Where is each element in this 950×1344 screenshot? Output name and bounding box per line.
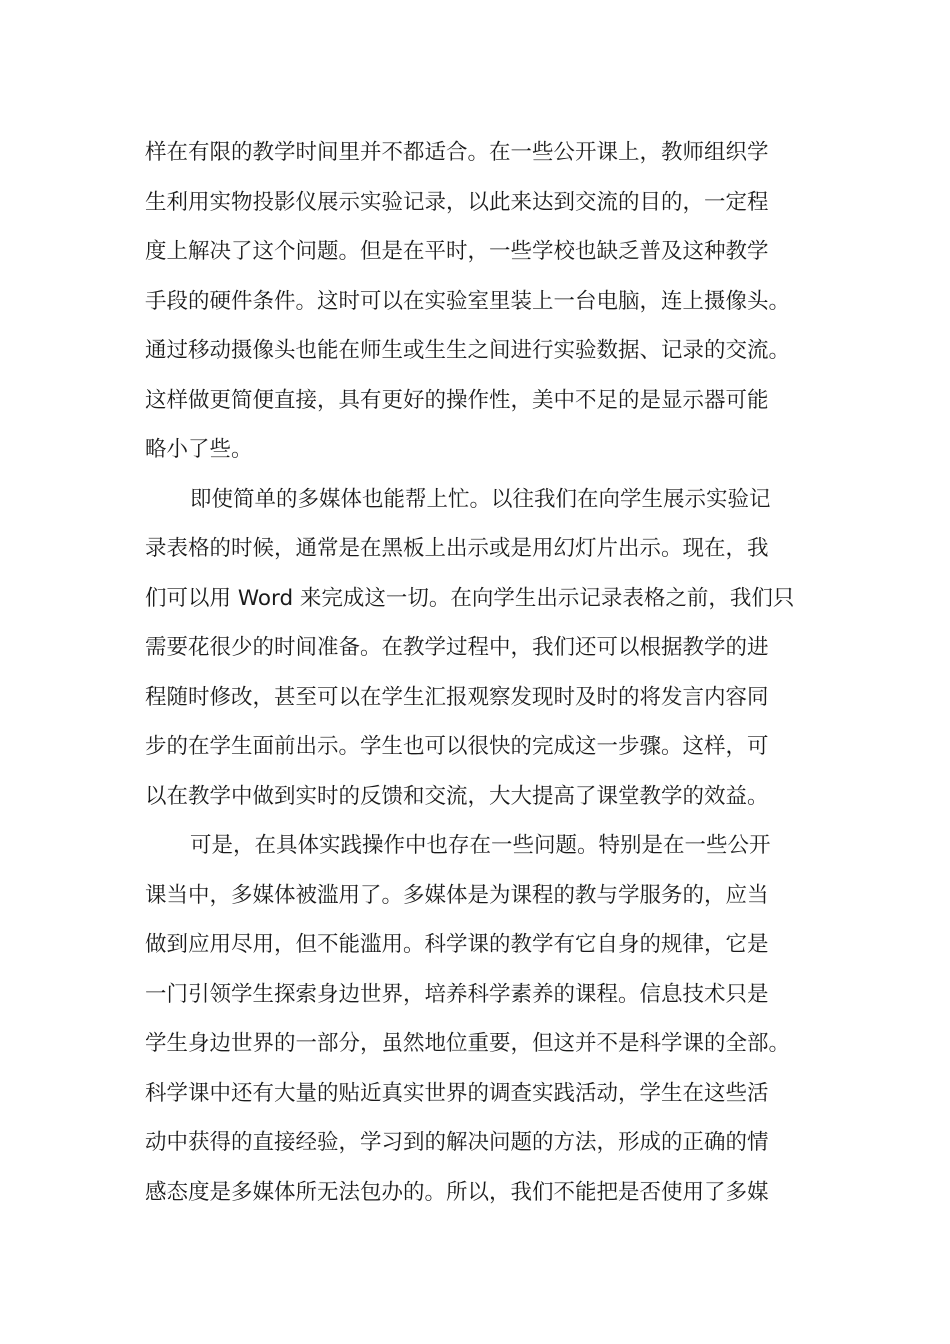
text-line: 动中获得的直接经验，学习到的解决问题的方法，形成的正确的情 (145, 1130, 769, 1155)
text-line: 通过移动摄像头也能在师生或生生之间进行实验数据、记录的交流。 (145, 338, 791, 363)
text-line: 手段的硬件条件。这时可以在实验室里装上一台电脑，连上摄像头。 (145, 288, 791, 314)
text-line: 步的在学生面前出示。学生也可以很快的完成这一步骤。这样，可 (145, 734, 769, 759)
text-line: 学生身边世界的一部分，虽然地位重要，但这并不是科学课的全部。 (145, 1031, 791, 1056)
text-line: 感态度是多媒体所无法包办的。所以，我们不能把是否使用了多媒 (145, 1179, 769, 1205)
paragraph-1 (145, 128, 825, 475)
text-line: 们可以用 Word 来完成这一切。在向学生出示记录表格之前，我们只 (145, 585, 795, 611)
text-line: 需要花很少的时间准备。在教学过程中，我们还可以根据教学的进 (145, 635, 769, 660)
text-line: 一门引领学生探索身边世界，培养科学素养的课程。信息技术只是 (145, 981, 769, 1007)
text-line: 以在教学中做到实时的反馈和交流，大大提高了课堂教学的效益。 (145, 783, 769, 809)
text-line: 课当中，多媒体被滥用了。多媒体是为课程的教与学服务的，应当 (145, 882, 769, 908)
paragraph-3 (145, 821, 825, 1217)
text-line: 可是，在具体实践操作中也存在一些问题。特别是在一些公开 (190, 833, 771, 858)
paragraph-2 (145, 475, 825, 822)
text-line: 录表格的时候，通常是在黑板上出示或是用幻灯片出示。现在，我 (145, 536, 769, 561)
text-line: 做到应用尽用，但不能滥用。科学课的教学有它自身的规律，它是 (145, 932, 769, 957)
text-line: 即使简单的多媒体也能帮上忙。以往我们在向学生展示实验记 (190, 486, 771, 512)
body-text (145, 128, 825, 1217)
text-line: 样在有限的教学时间里并不都适合。在一些公开课上，教师组织学 (145, 140, 769, 165)
text-line: 略小了些。 (145, 437, 253, 462)
text-line: 程随时修改，甚至可以在学生汇报观察发现时及时的将发言内容同 (145, 684, 769, 710)
text-line: 科学课中还有大量的贴近真实世界的调查实践活动，学生在这些活 (145, 1080, 769, 1106)
text-line: 生利用实物投影仪展示实验记录，以此来达到交流的目的，一定程 (145, 189, 769, 215)
text-line: 这样做更简便直接，具有更好的操作性，美中不足的是显示器可能 (145, 387, 769, 413)
text-line: 度上解决了这个问题。但是在平时，一些学校也缺乏普及这种教学 (145, 239, 769, 264)
